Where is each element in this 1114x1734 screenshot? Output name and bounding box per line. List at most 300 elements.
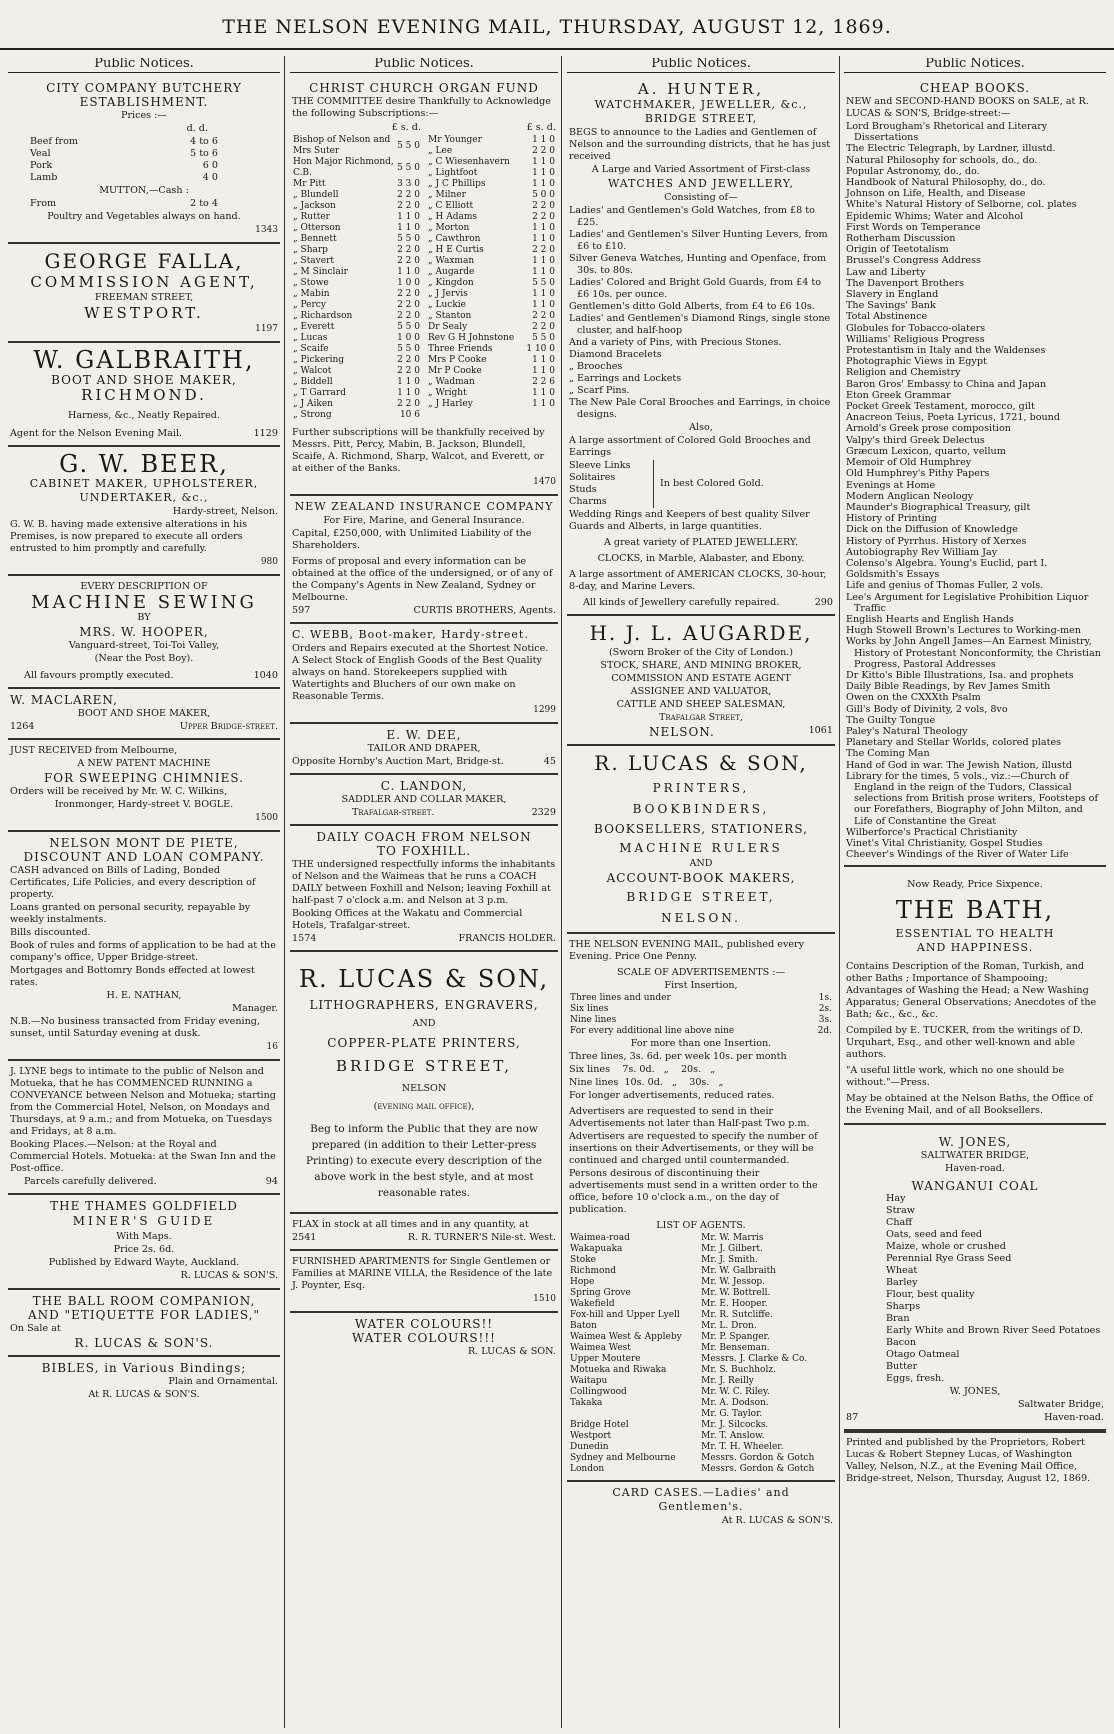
rate-price: 3s. [818,1015,832,1025]
subscription-row [292,355,421,366]
book-item: Wilberforce's Practical Christianity [846,826,1018,838]
rates-table [569,1051,833,1089]
price-list [10,136,278,184]
agent-row [569,1409,833,1420]
agent-row [569,1244,833,1255]
ad-body: Beg to inform the Public that they are now prepared (in addition to their Letter-press Printing) to execute every description of the above work in the best style, and at most reasonable rates. [305,1123,543,1199]
agents-table [569,1233,833,1475]
book-item: Popular Astronomy, do., do. [846,165,980,177]
rate-label: For every additional line above nine [570,1026,735,1036]
ad-town: WESTPORT. [84,304,204,322]
subscription-row [292,223,421,234]
subscription-row [292,377,421,388]
subscription-amount: 2 2 6 [532,377,555,387]
ad-number: 1129 [253,428,278,439]
subscription-amount: 1 10 0 [526,344,555,354]
book-item: Photographic Views in Egypt [846,356,987,368]
book-item: History of Printing [846,513,937,525]
ad-body: N.B.—No business transacted from Friday evening, sunset, until Saturday evening at dusk. [10,1016,260,1039]
ad-trade: PRINTERS, [652,781,750,795]
price-value: 5 to 6 [190,148,218,159]
agent-name: Mr. Benseman. [701,1343,770,1353]
subscription-row [292,410,421,421]
ad-line: Plain and Ornamental. [168,1376,278,1387]
subscription-row [427,179,556,190]
ad-street: BRIDGE STREET, [644,112,758,125]
subscription-amount: 1 1 0 [397,267,420,277]
subscription-amount: 1 1 0 [532,300,555,310]
subscription-amount: 10 6 [399,410,420,420]
ad-evening-mail [567,934,835,1482]
list-item: Diamond Bracelets [569,349,662,360]
ad-address: Vanguard-street, Toi-Toi Valley, [68,640,220,651]
book-item: Autobiography Rev William Jay [846,546,998,558]
ad-body: Persons desirous of discontinuing their advertisements must send in a written order to the office, before 10 o'clock a.m., on the day of publication. [569,1168,818,1215]
ad-line: A great variety of PLATED JEWELLERY. [603,537,799,548]
book-item: Modern Anglican Neology [846,490,974,502]
book-item: Cheever's Windings of the River of Water Life [846,849,1069,861]
subscription-amount: 1 1 0 [397,212,420,222]
ad-daily-coach [290,826,558,952]
ad-trade: WATCHMAKER, JEWELLER, &c., [594,98,808,111]
book-item: Dr Kitto's Bible Illustrations, Isa. and prophets [846,669,1074,681]
column-4 [844,58,1106,1728]
ad-body: CASH advanced on Bills of Lading, Bonded Certificates, Life Policies, and every description of property. [10,865,256,900]
rate-row [569,1015,833,1026]
rate-row: Nine lines 10s. 0d. „ 30s. „ [569,1077,724,1088]
book-item: Eton Greek Grammar [846,389,951,401]
ad-line: Wedding Rings and Keepers of best quality Silver Guards and Alberts, in large quantities. [569,509,810,532]
book-item: Johnson on Life, Health, and Disease [846,188,1026,200]
agent-name: Messrs. Gordon & Gotch [701,1453,815,1463]
agent-row [569,1442,833,1453]
subscription-amount: 5 5 0 [532,278,555,288]
subscription-amount: 1 0 0 [397,333,420,343]
subscriber-name: „ C Wiesenhavern [428,157,510,167]
ad-line: JUST RECEIVED from Melbourne, [10,745,178,756]
agent-place: Wakapuaka [570,1244,623,1254]
ad-signature: Manager. [232,1003,278,1014]
ad-number: 87 [846,1412,859,1424]
ad-title: CHEAP BOOKS. [919,81,1031,95]
ad-bibles [8,1357,280,1407]
ad-body: BEGS to announce to the Ladies and Gentlemen of Nelson and the surrounding districts, that he has just received [569,127,831,162]
ad-line: Agent for the Nelson Evening Mail. [10,428,183,439]
ad-number: 1510 [533,1294,556,1304]
ad-title: TO FOXHILL. [376,844,472,858]
ad-number: 1264 [10,721,35,732]
book-item: Dick on the Diffusion of Knowledge [846,524,1018,536]
ad-chimney-machine [8,740,280,832]
subscription-amount: 2 2 0 [397,366,420,376]
ad-street: BRIDGE STREET, [335,1057,512,1075]
ad-dee [290,724,558,775]
subscription-row [292,311,421,322]
agent-row [569,1387,833,1398]
agent-row [569,1288,833,1299]
ad-nz-insurance [290,496,558,624]
ad-webb [290,624,558,724]
agent-name: Mr. J. Silcocks. [701,1420,769,1430]
ad-line: All kinds of Jewellery carefully repaired. [583,597,780,608]
ad-body: Advertisers are requested to specify the number of insertions on their Advertisements, or they will be continued and charged until countermanded. [569,1131,818,1166]
ad-trade: BOOT AND SHOE MAKER, [51,373,237,387]
ad-title: BIBLES, in Various Bindings; [41,1361,247,1375]
ad-name: R. LUCAS & SON, [594,751,808,775]
ad-body: Contains Description of the Roman, Turkish, and other Baths ; Importance of Shampooing; Advantages of Washing the Head; a New Washing Apparatus; General Observations; Anecdotes of the Bath; &c., &c., &c. [846,961,1097,1021]
ad-title: CARD CASES.—Ladies' and Gentlemen's. [612,1486,790,1513]
subscription-row [427,157,556,168]
ad-line: Ironmonger, Hardy-street V. BOGLE. [54,799,234,810]
subscription-row [292,234,421,245]
ad-galbraith [8,343,280,447]
ad-name: MRS. W. HOOPER, [79,625,209,639]
agent-row [569,1365,833,1376]
subscriber-name: „ C Elliott [428,201,474,211]
subscription-row [292,256,421,267]
ad-city-butchery [8,77,280,244]
ad-signature: R. LUCAS & SON'S. [74,1336,214,1350]
subscription-row [427,322,556,333]
book-item: Hugh Stowell Brown's Lectures to Working-men [846,625,1081,637]
jewellery-list [569,205,833,421]
subscription-row [292,300,421,311]
subscriber-name: „ Cawthron [428,234,481,244]
ad-w-jones [844,1125,1106,1431]
subscriber-name: „ Biddell [293,377,333,387]
book-item: Pocket Greek Testament, morocco, gilt [846,401,1035,413]
agent-place: Upper Moutere [570,1354,641,1364]
subscription-row [427,377,556,388]
agent-place: Motueka and Riwaka [570,1365,667,1375]
subscription-amount: 1 1 0 [532,267,555,277]
book-item: History of Pyrrhus. History of Xerxes [846,535,1027,547]
imprint [844,1431,1106,1489]
agent-row [569,1266,833,1277]
subscription-row [427,245,556,256]
agent-row [569,1453,833,1464]
ad-maclaren [8,689,280,740]
agent-name: Mr. R. Sutcliffe. [701,1310,773,1320]
book-item: Anacreon Teius, Poeta Lyricus, 1721, bound [846,412,1060,424]
subscription-amount: 2 2 0 [532,212,555,222]
subscription-amount: 2 2 0 [532,146,555,156]
subscription-amount: 1 1 0 [397,377,420,387]
subscription-amount: 5 0 0 [532,190,555,200]
subscription-amount: 1 1 0 [532,366,555,376]
list-item: Ladies' Colored and Bright Gold Guards, from £4 to £6 10s. per ounce. [569,277,821,300]
ad-signature: At R. LUCAS & SON'S. [88,1389,200,1400]
ad-body: THE COMMITTEE desire Thankfully to Acknowledge the following Subscriptions:— [292,96,551,119]
produce-item: Barley [886,1277,918,1289]
book-item: Globules for Tobacco-olaters [846,322,986,334]
ad-title: CITY COMPANY BUTCHERY [46,81,242,95]
ad-street: BRIDGE STREET, [626,890,776,904]
subscriber-name: „ Stavert [293,256,335,266]
agent-name: Mr. P. Spanger. [701,1332,770,1342]
ad-line: A Large and Varied Assortment of First-class [591,164,811,175]
subscription-row [427,146,556,157]
subscriber-name: Rev G H Johnstone [428,333,515,343]
ad-augarde [567,616,835,746]
ad-body: FLAX in stock at all times and in any quantity, at [292,1219,529,1230]
produce-item: Bran [886,1313,910,1325]
table-header: £ s. d. [526,122,556,133]
subscriber-name: „ H Adams [428,212,478,222]
agent-name: Messrs. J. Clarke & Co. [701,1354,808,1364]
agent-name: Messrs. Gordon & Gotch [701,1464,815,1474]
book-item: English Hearts and English Hands [846,613,1014,625]
ad-name: G. W. BEER, [59,450,229,478]
price-item: Beef from [30,136,79,147]
subscriber-name: „ Stanton [428,311,472,321]
book-item: Lee's Argument for Legislative Prohibition Liquor Traffic [846,591,1089,614]
ad-number: 1500 [255,813,278,823]
produce-item: Maize, whole or crushed [886,1241,1006,1253]
ad-body: Book of rules and forms of application to be had at the company's office, Upper Bridge-street. [10,940,276,963]
ad-trade: ASSIGNEE AND VALUATOR, [630,686,772,697]
subscription-amount: 2 2 0 [532,245,555,255]
ad-title: AND "ETIQUETTE FOR LADIES," [27,1308,261,1322]
subscription-row [292,201,421,212]
produce-item: Flour, best quality [886,1289,975,1301]
subscription-amount: 1 1 0 [532,355,555,365]
ad-title: MINER'S GUIDE [72,1214,216,1228]
ad-beer [8,447,280,576]
ad-machine-sewing [8,576,280,689]
list-item: „ Brooches [569,361,623,372]
subscription-row [427,355,556,366]
price-row [10,148,278,160]
subscription-row [427,366,556,377]
rate-row [569,1004,833,1015]
ad-trade: ACCOUNT-BOOK MAKERS, [606,871,796,885]
price-item: Veal [30,148,51,159]
list-item: Charms [569,496,607,507]
ad-number: 1574 [292,933,317,944]
subscription-row [292,245,421,256]
ad-number: 1197 [255,324,278,334]
subscription-row [292,366,421,377]
agent-row [569,1233,833,1244]
book-item: Protestantism in Italy and the Waldenses [846,345,1046,357]
agent-place: Collingwood [570,1387,627,1397]
ad-body: Loans granted on personal security, repayable by weekly instalments. [10,902,251,925]
ad-card-cases [567,1482,835,1533]
ad-title: DAILY COACH FROM NELSON [316,830,532,844]
column-2 [290,58,558,1728]
agent-name: Mr. J. Smith. [701,1255,758,1265]
agent-place: Takaka [570,1398,603,1408]
subscription-amount: 1 0 0 [397,278,420,288]
subscriber-name: „ Milner [428,190,466,200]
subscription-row [427,135,556,146]
subscriber-name: „ Walcot [293,366,332,376]
list-item: Studs [569,484,597,495]
list-item: Silver Geneva Watches, Hunting and Openface, from 30s. to 80s. [569,253,827,276]
ad-number: 16 [266,1042,278,1052]
ad-number: 1470 [533,477,556,487]
book-item: The Guilty Tongue [846,714,936,726]
subscription-row [427,267,556,278]
column-rule [561,56,562,1728]
ad-line: With Maps. [116,1231,172,1242]
subscriber-name: „ Stowe [293,278,329,288]
subscriber-name: „ Richardson [293,311,353,321]
price-value: 4 0 [202,172,218,183]
subscription-amount: 2 2 0 [532,322,555,332]
subscription-amount: 2 2 0 [397,399,420,409]
subscriber-name: „ J Aiken [293,399,333,409]
subscription-row [427,201,556,212]
ad-trade: BOOKSELLERS, STATIONERS, [594,822,808,836]
ad-flax [290,1214,558,1251]
ad-title: WATER COLOURS!!! [351,1331,497,1345]
ad-mont-de-piete [8,832,280,1061]
book-item: The Savings' Bank [846,300,936,312]
agent-name: Mr. A. Dodson. [701,1398,769,1408]
subscription-row [427,388,556,399]
ad-street: Upper Bridge-street. [179,721,278,732]
subscriber-name: „ Waxman [428,256,475,266]
ad-name: GEORGE FALLA, [44,249,244,273]
subscriber-name: „ Bennett [293,234,337,244]
produce-item: Hay [886,1193,906,1205]
subscription-row [427,344,556,355]
agent-place: Waimea West [570,1343,631,1353]
book-item: Rotherham Discussion [846,233,956,245]
agent-name: Mr. S. Buchholz. [701,1365,776,1375]
ad-line: CLOCKS, in Marble, Alabaster, and Ebony. [597,553,805,564]
ad-title: THE BALL ROOM COMPANION, [32,1294,256,1308]
book-item: Valpy's third Greek Delectus [846,434,985,446]
subscription-row [292,212,421,223]
book-item: Colenso's Algebra. Young's Euclid, part I. [846,557,1048,569]
subscriber-name: Mr Younger [428,135,482,145]
ad-line: Also, [689,422,713,433]
ad-hunter-watchmaker [567,77,835,616]
agent-place: Richmond [570,1266,617,1276]
book-item: Goldsmith's Essays [846,569,940,581]
subscription-row [292,333,421,344]
subscription-row [292,135,421,157]
ad-line: For longer advertisements, reduced rates. [569,1090,775,1101]
subscriber-name: „ H E Curtis [428,245,484,255]
ad-body: Bills discounted. [10,927,91,938]
ad-number: 1299 [533,705,556,715]
subscriber-name: „ Morton [428,223,470,233]
subscription-amount: 1 1 0 [532,179,555,189]
ad-body: THE NELSON EVENING MAIL, published every Evening. Price One Penny. [569,939,805,962]
agent-row [569,1464,833,1475]
ad-signature: Haven-road. [1044,1412,1104,1424]
list-item: Solitaires [569,472,616,483]
subscription-row [292,388,421,399]
subscriber-name: „ Strong [293,410,332,420]
subscriber-name: Dr Sealy [428,322,468,332]
unit-header: d. d. [186,123,208,134]
subscription-amount: 5 5 0 [397,140,420,151]
mutton-price: 2 to 4 [190,198,218,209]
agent-place: Fox-hill and Upper Lyell [570,1310,680,1320]
ad-number: 2329 [531,807,556,818]
produce-item: Chaff [886,1217,913,1229]
rate-price: 2d. [817,1026,832,1036]
ad-line: For Fire, Marine, and General Insurance. [323,515,525,526]
ad-body: J. LYNE begs to intimate to the public of Nelson and Motueka, that he has COMMENCED RUNNING a CONVEYANCE between Nelson and Motueka; starting from the Commercial Hotel, Nelson, on Mondays and Thursdays, at 9 a.m.; and from Motueka, on Tuesdays and Fridays, at 8 a.m. [10,1066,276,1137]
ad-signature: H. E. NATHAN, [106,990,182,1001]
ad-line: A large assortment of AMERICAN CLOCKS, 30-hour, 8-day, and Marine Levers. [569,569,827,592]
ad-price: Price 2s. 6d. [113,1244,175,1255]
subscription-amount: 1 1 0 [532,399,555,409]
colored-gold-group [569,460,833,508]
ad-title: C. WEBB, Boot-maker, Hardy-street. [292,628,529,641]
subscription-row [427,333,556,344]
price-item: Lamb [30,172,58,183]
ad-number: 1343 [255,225,278,235]
produce-item: Butter [886,1361,918,1373]
ad-george-falla [8,244,280,343]
ad-address: Opposite Hornby's Auction Mart, Bridge-st. [292,756,504,767]
list-item: And a variety of Pins, with Precious Stones. [569,337,782,348]
agent-place: Waimea West & Appleby [570,1332,682,1342]
subscription-amount: 2 2 0 [532,311,555,321]
ad-trade: COPPER-PLATE PRINTERS, [327,1036,521,1050]
agent-name: Mr. T. Anslow. [701,1431,765,1441]
ad-title: WATCHES AND JEWELLERY, [607,177,795,190]
subscription-amount: 5 5 0 [532,333,555,343]
agent-place: Hope [570,1277,595,1287]
subscription-row [427,190,556,201]
subscription-amount: 5 5 0 [397,234,420,244]
subscription-row [292,179,421,190]
ad-trade: BOOT AND SHOE MAKER, [77,708,211,719]
ad-body: FURNISHED APARTMENTS for Single Gentlemen or Families at MARINE VILLA, the Residence of the late J. Poynter, Esq. [292,1256,553,1291]
rate-price: 2s. [818,1004,832,1014]
list-item: „ Earrings and Lockets [569,373,682,384]
ad-line: Published by Edward Wayte, Auckland. [48,1257,240,1268]
ad-signature: R. LUCAS & SON. [467,1346,556,1357]
subscriber-name: „ Kingdon [428,278,474,288]
book-item: Handbook of Natural Philosophy, do., do. [846,177,1046,189]
ad-body: Advertisers are requested to send in their Advertisements not later than Half-past Two p.m. [569,1106,810,1129]
agent-name: Mr. E. Hooper. [701,1299,768,1309]
rate-label: Nine lines [570,1015,617,1025]
book-item: Græcum Lexicon, quarto, vellum [846,445,1006,457]
ad-name: A. HUNTER, [637,80,765,98]
ad-name: R. LUCAS & SON, [298,965,550,993]
subscription-row [292,289,421,300]
subscription-row [292,344,421,355]
book-item: Religion and Chemistry [846,367,961,379]
book-item: Works by John Angell James—An Earnest Ministry, History of Protestant Nonconformity, the Christian Progress, Pastoral Addresses [846,636,1101,670]
ad-ball-room [8,1290,280,1357]
agent-row [569,1431,833,1442]
ad-title: COMMISSION AGENT, [30,273,258,291]
column-3 [567,58,835,1728]
subscriber-name: Mr Pitt [293,179,326,189]
produce-item: Otago Oatmeal [886,1349,960,1361]
ad-landon [290,775,558,826]
mutton-from: From [30,198,57,209]
agent-place [569,1409,700,1420]
subscription-table [292,135,421,421]
ad-town: NELSON. [649,725,715,739]
poultry-line: Poultry and Vegetables always on hand. [47,211,241,222]
masthead-title: THE NELSON EVENING MAIL, THURSDAY, AUGUST 12, 1869. [222,16,892,38]
subscriber-name: „ Augarde [428,267,475,277]
ad-number: 290 [814,597,833,608]
